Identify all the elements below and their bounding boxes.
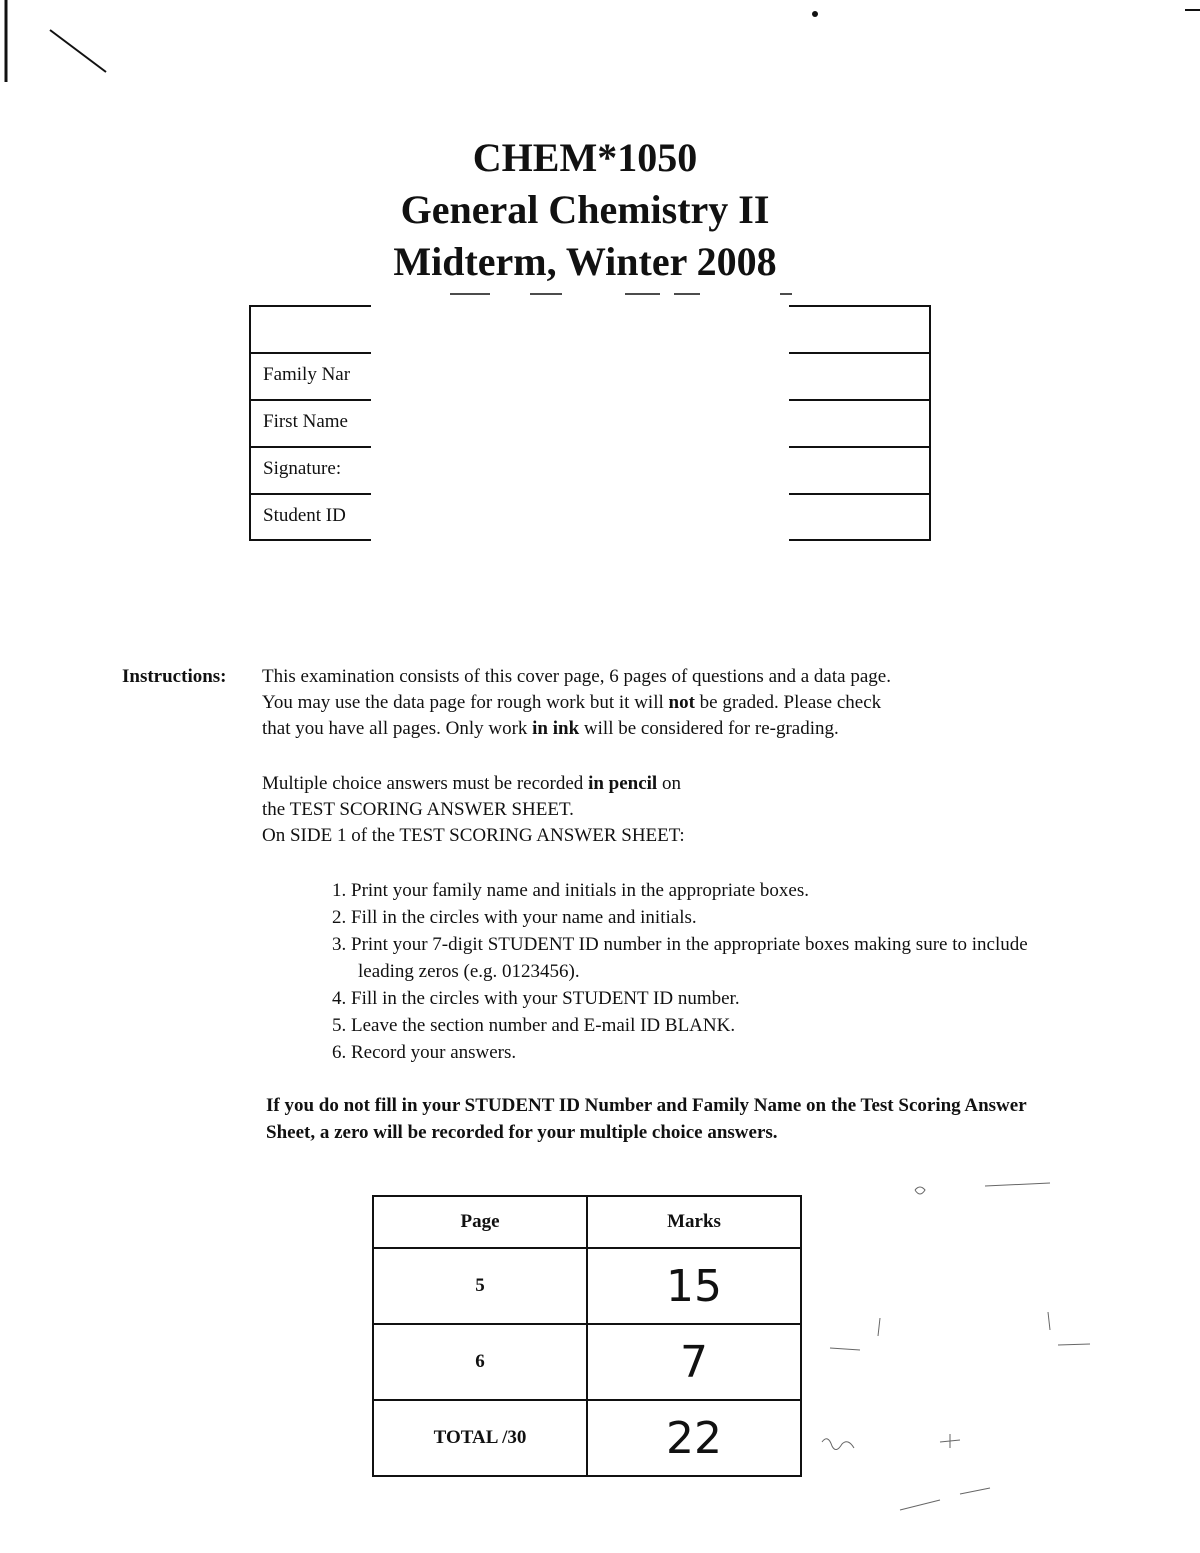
instructions-p1-line1: This examination consists of this cover page, 6 pages of questions and a data page. [262,666,891,687]
instructions-paragraph-2 [262,771,685,849]
info-box-right-1 [789,352,931,399]
info-box-right-3 [789,446,931,493]
student-id-row[interactable] [249,493,371,541]
handwritten-mark: 15 [587,1248,801,1324]
instructions-p2-line2: the TEST SCORING ANSWER SHEET. [262,799,574,820]
instruction-steps-list [332,877,1078,1066]
total-label-cell: TOTAL /30 [373,1400,587,1476]
list-item: 2. Fill in the circles with your name and initials. [332,907,697,928]
faint-pencil-marks [822,1183,1090,1510]
page-column-header: Page [373,1196,587,1248]
table-row [373,1400,801,1476]
marks-table [372,1195,802,1477]
student-id-label: Student ID [263,505,346,526]
first-name-row[interactable] [249,399,371,446]
marks-column-header: Marks [587,1196,801,1248]
family-name-row[interactable] [249,352,371,399]
first-name-label: First Name [263,411,348,432]
scan-slash-mark [50,30,106,72]
list-item: 5. Leave the section number and E-mail ID BLANK. [332,1015,736,1036]
warning-text: If you do not fill in your STUDENT ID Number and Family Name on the Test Scoring Answer Sheet, a zero will be recorded for your multiple choice answers. [266,1095,1027,1143]
instructions-p2-line3: On SIDE 1 of the TEST SCORING ANSWER SHEET: [262,825,685,846]
student-info-header-row [249,305,371,352]
exam-name: Midterm, Winter 2008 [393,239,777,284]
marks-table-header [373,1196,801,1248]
table-row [373,1248,801,1324]
page-cell: 5 [373,1248,587,1324]
list-item: 6. Record your answers. [332,1042,517,1063]
list-item: 3. Print your 7-digit STUDENT ID number in the appropriate boxes making sure to include leading zeros (e.g. 0123456). [332,934,1028,982]
signature-row[interactable] [249,446,371,493]
instructions-p1-line3: that you have all pages. Only work in ink will be considered for re-grading. [262,718,839,739]
handwritten-total: 22 [587,1400,801,1476]
list-item: 4. Fill in the circles with your STUDENT ID number. [332,988,740,1009]
instructions-label: Instructions: [122,666,227,687]
signature-label: Signature: [263,458,342,479]
info-box-right-2 [789,399,931,446]
page-cell: 6 [373,1324,587,1400]
course-name: General Chemistry II [400,187,770,232]
list-item: 1. Print your family name and initials in the appropriate boxes. [332,880,810,901]
exam-title-block [300,132,870,288]
course-code: CHEM*1050 [472,135,698,180]
instructions-p2-line1: Multiple choice answers must be recorded in pencil on [262,773,681,794]
family-name-label: Family Nar [263,364,351,385]
info-box-right-4 [789,493,931,541]
instructions-paragraph-1 [262,664,891,742]
info-box-right-0 [789,305,931,352]
table-row [373,1324,801,1400]
handwritten-mark: 7 [587,1324,801,1400]
instructions-p1-line2: You may use the data page for rough work but it will not be graded. Please check [262,692,882,713]
scan-dot [812,11,818,17]
